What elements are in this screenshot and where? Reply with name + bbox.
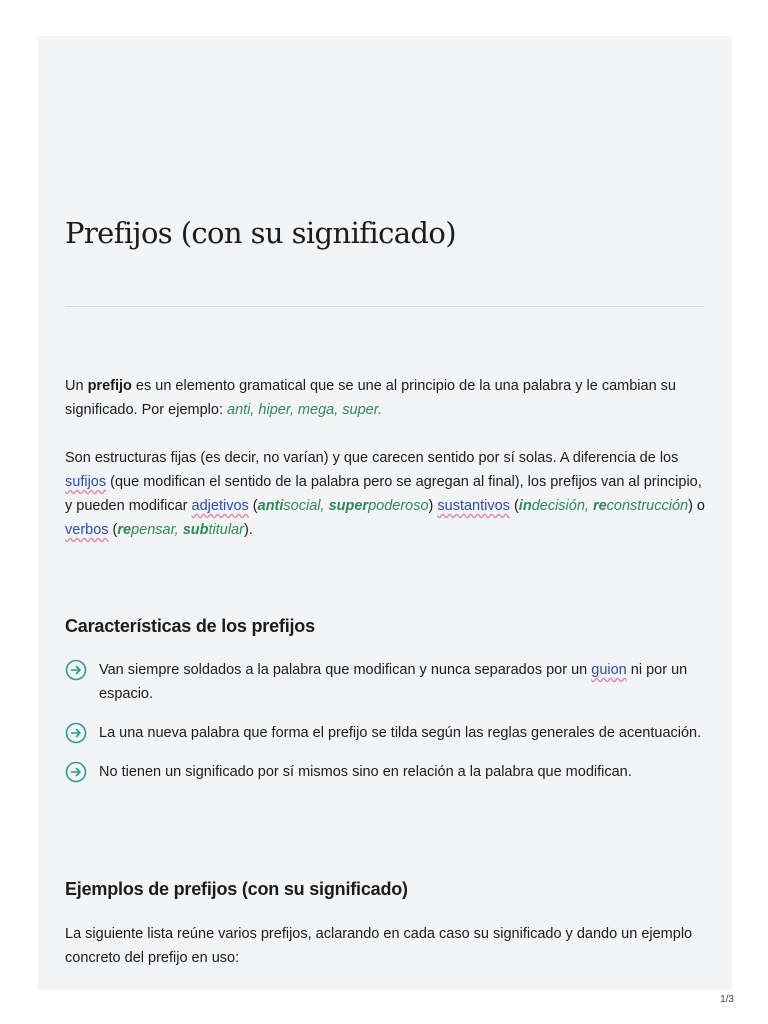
example-root: poderoso xyxy=(368,498,429,514)
text: Son estructuras fijas (es decir, no varían) y que carecen sentido por sí solas. A diferencia de los xyxy=(65,450,679,466)
example-root: social, xyxy=(283,498,329,514)
text: Un xyxy=(65,378,88,394)
list-item xyxy=(65,721,705,745)
list-item xyxy=(65,760,705,784)
text: ). xyxy=(243,522,253,538)
intro-paragraph-2 xyxy=(65,446,705,542)
example-prefix: super xyxy=(328,498,369,514)
example-root: decisión, xyxy=(531,498,593,514)
features-list xyxy=(65,658,705,799)
text: es un elemento gramatical que se une al principio de la una palabra y le cambian su significado. Por ejemplo: xyxy=(65,378,676,418)
examples-intro: La siguiente lista reúne varios prefijos, aclarando en cada caso su significado y dando un ejemplo concreto del prefijo en uso: xyxy=(65,926,693,966)
link-adjetivos[interactable]: adjetivos xyxy=(191,498,249,514)
link-sufijos[interactable]: sufijos xyxy=(65,474,107,490)
text: ) o xyxy=(688,498,705,514)
features-heading: Características de los prefijos xyxy=(65,616,315,636)
link-verbos[interactable]: verbos xyxy=(65,522,109,538)
examples-heading: Ejemplos de prefijos (con su significado) xyxy=(65,879,408,899)
document-page xyxy=(38,36,732,990)
arrow-right-circle-icon xyxy=(65,659,87,681)
page-title: Prefijos (con su significado) xyxy=(65,216,456,250)
text: No tienen un significado por sí mismos sino en relación a la palabra que modifican. xyxy=(99,764,632,780)
arrow-right-circle-icon xyxy=(65,761,87,783)
example-prefix: re xyxy=(592,498,607,514)
text: ( xyxy=(509,498,519,514)
text: La una nueva palabra que forma el prefijo se tilda según las reglas generales de acentuación. xyxy=(99,725,702,741)
text: ( xyxy=(108,522,118,538)
arrow-right-circle-icon xyxy=(65,722,87,744)
text: Van siempre soldados a la palabra que modifican y nunca separados por un xyxy=(99,662,592,678)
text: ) xyxy=(428,498,438,514)
page-number: 1/3 xyxy=(720,994,734,1005)
example-root: pensar, xyxy=(131,522,183,538)
examples-text: anti, hiper, mega, super. xyxy=(227,402,383,418)
title-divider xyxy=(65,306,704,307)
example-prefix: anti xyxy=(257,498,284,514)
example-root: construcción xyxy=(606,498,689,514)
text: (que modifican el sentido de la palabra pero se agregan al final), los prefijos van al principio, y pueden modificar xyxy=(65,474,702,514)
example-prefix: in xyxy=(518,498,532,514)
text: ni por un espacio. xyxy=(99,662,688,702)
example-prefix: sub xyxy=(182,522,209,538)
example-root: titular xyxy=(208,522,244,538)
example-prefix: re xyxy=(117,522,132,538)
intro-paragraph-1 xyxy=(65,374,705,422)
link-sustantivos[interactable]: sustantivos xyxy=(437,498,510,514)
text: ( xyxy=(248,498,258,514)
term-prefijo: prefijo xyxy=(87,378,132,394)
link-guion[interactable]: guion xyxy=(591,662,627,678)
list-item xyxy=(65,658,705,706)
